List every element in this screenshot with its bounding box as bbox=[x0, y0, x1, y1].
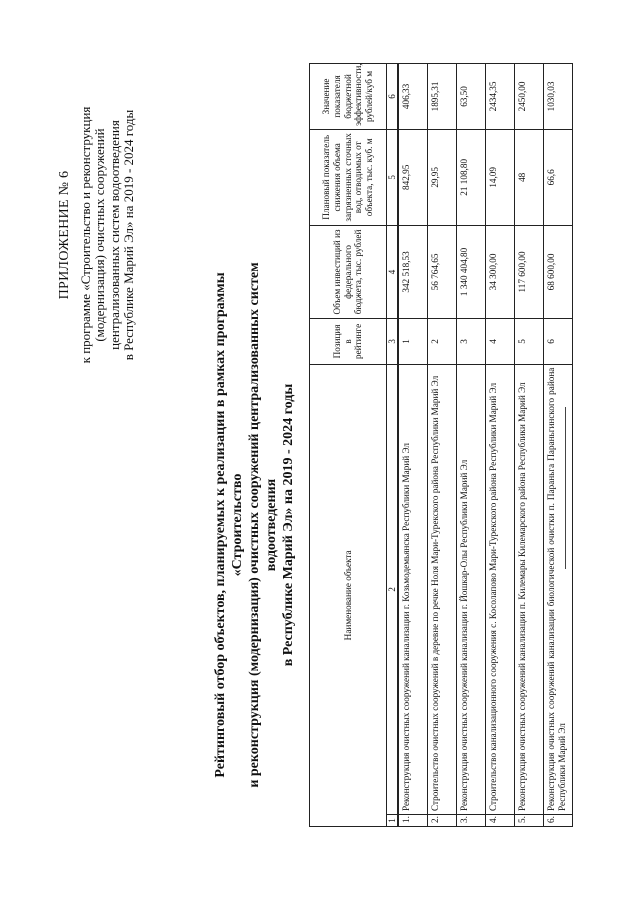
investment-value: 342 518,53 bbox=[398, 225, 428, 318]
object-name: Реконструкция очистных сооружений канализации п. Килемары Килемарского района Республики Марий Эл bbox=[515, 364, 544, 814]
investment-value: 68 600,00 bbox=[544, 225, 573, 318]
table-row bbox=[457, 64, 486, 827]
header-volume-reduction: Плановый показатель снижения объема загрязненных сточных вод, отводимых от объекта, тыс. куб. м bbox=[310, 129, 387, 225]
investment-value: 117 600,00 bbox=[515, 225, 544, 318]
closing-rule bbox=[565, 407, 566, 569]
annex-title: ПРИЛОЖЕНИЕ № 6 bbox=[57, 170, 72, 300]
investment-value: 56 764,65 bbox=[428, 225, 457, 318]
volume-value: 14,09 bbox=[486, 129, 515, 225]
object-name: Строительство очистных сооружений в деревне по речке Ноля Мари-Турекского района Республики Марий Эл bbox=[428, 364, 457, 814]
title-line-2: и реконструкция (модернизация) очистных сооружений централизованных систем водоотведения bbox=[247, 262, 279, 788]
column-number: 1 bbox=[387, 815, 399, 827]
volume-value: 66,6 bbox=[544, 129, 573, 225]
header-position: Позиция в рейтинге bbox=[310, 319, 387, 365]
volume-value: 29,95 bbox=[428, 129, 457, 225]
efficiency-value: 406,33 bbox=[398, 64, 428, 130]
column-number-row bbox=[387, 64, 399, 827]
document-title bbox=[212, 220, 297, 830]
row-number: 5. bbox=[515, 815, 544, 827]
rating-position: 1 bbox=[398, 319, 428, 365]
investment-value: 34 300,00 bbox=[486, 225, 515, 318]
column-number: 6 bbox=[387, 64, 399, 130]
row-number: 3. bbox=[457, 815, 486, 827]
table-header-row bbox=[310, 64, 387, 827]
efficiency-value: 2450,00 bbox=[515, 64, 544, 130]
title-line-1: Рейтинговый отбор объектов, планируемых к реализации в рамках программы «Строительство bbox=[213, 272, 245, 778]
table-row bbox=[486, 64, 515, 827]
annex-line-2: (модернизация) очистных сооружений bbox=[92, 128, 108, 342]
volume-value: 21 108,80 bbox=[457, 129, 486, 225]
volume-value: 842,95 bbox=[398, 129, 428, 225]
rating-position: 4 bbox=[486, 319, 515, 365]
object-name: Строительство канализационного сооружения с. Косолапово Мари-Турекского района Республики Марий Эл bbox=[486, 364, 515, 814]
rating-position: 2 bbox=[428, 319, 457, 365]
column-number: 3 bbox=[387, 319, 399, 365]
header-investment: Объем инвестиций из федерального бюджета, тыс. рублей bbox=[310, 225, 387, 318]
row-number: 6. bbox=[544, 815, 573, 827]
row-number: 2. bbox=[428, 815, 457, 827]
table-row bbox=[398, 64, 428, 827]
annex-line-3: централизованных систем водоотведения bbox=[106, 120, 122, 350]
title-line-3: в Республике Марий Эл» на 2019 - 2024 годы bbox=[281, 383, 296, 667]
efficiency-value: 2434,35 bbox=[486, 64, 515, 130]
column-number: 4 bbox=[387, 225, 399, 318]
annex-header bbox=[58, 85, 137, 385]
volume-value: 48 bbox=[515, 129, 544, 225]
rating-position: 5 bbox=[515, 319, 544, 365]
object-name: Реконструкция очистных сооружений канализации г. Козьмодемьянска Республики Марий Эл bbox=[398, 364, 428, 814]
row-number: 1. bbox=[398, 815, 428, 827]
object-name: Реконструкция очистных сооружений канализации г. Йошкар-Олы Республики Марий Эл bbox=[457, 364, 486, 814]
table-row bbox=[544, 64, 573, 827]
object-name: Реконструкция очистных сооружений канализации биологической очистки п. Параньга Параньгинского района Республики Марий Эл bbox=[544, 364, 573, 814]
rating-table bbox=[309, 63, 573, 827]
efficiency-value: 1895,31 bbox=[428, 64, 457, 130]
table-row bbox=[515, 64, 544, 827]
header-efficiency: Значение показателя бюджетной эффективности, рублей/куб м bbox=[310, 64, 387, 130]
rating-position: 3 bbox=[457, 319, 486, 365]
table-row bbox=[428, 64, 457, 827]
column-number: 2 bbox=[387, 364, 399, 814]
column-number: 5 bbox=[387, 129, 399, 225]
annex-line-1: к программе «Строительство и реконструкция bbox=[77, 106, 93, 364]
annex-line-4: в Республике Марий Эл» на 2019 - 2024 годы bbox=[121, 109, 137, 361]
efficiency-value: 63,50 bbox=[457, 64, 486, 130]
row-number: 4. bbox=[486, 815, 515, 827]
header-object-name: Наименование объекта bbox=[310, 364, 387, 826]
efficiency-value: 1030,03 bbox=[544, 64, 573, 130]
investment-value: 1 340 404,80 bbox=[457, 225, 486, 318]
rating-position: 6 bbox=[544, 319, 573, 365]
